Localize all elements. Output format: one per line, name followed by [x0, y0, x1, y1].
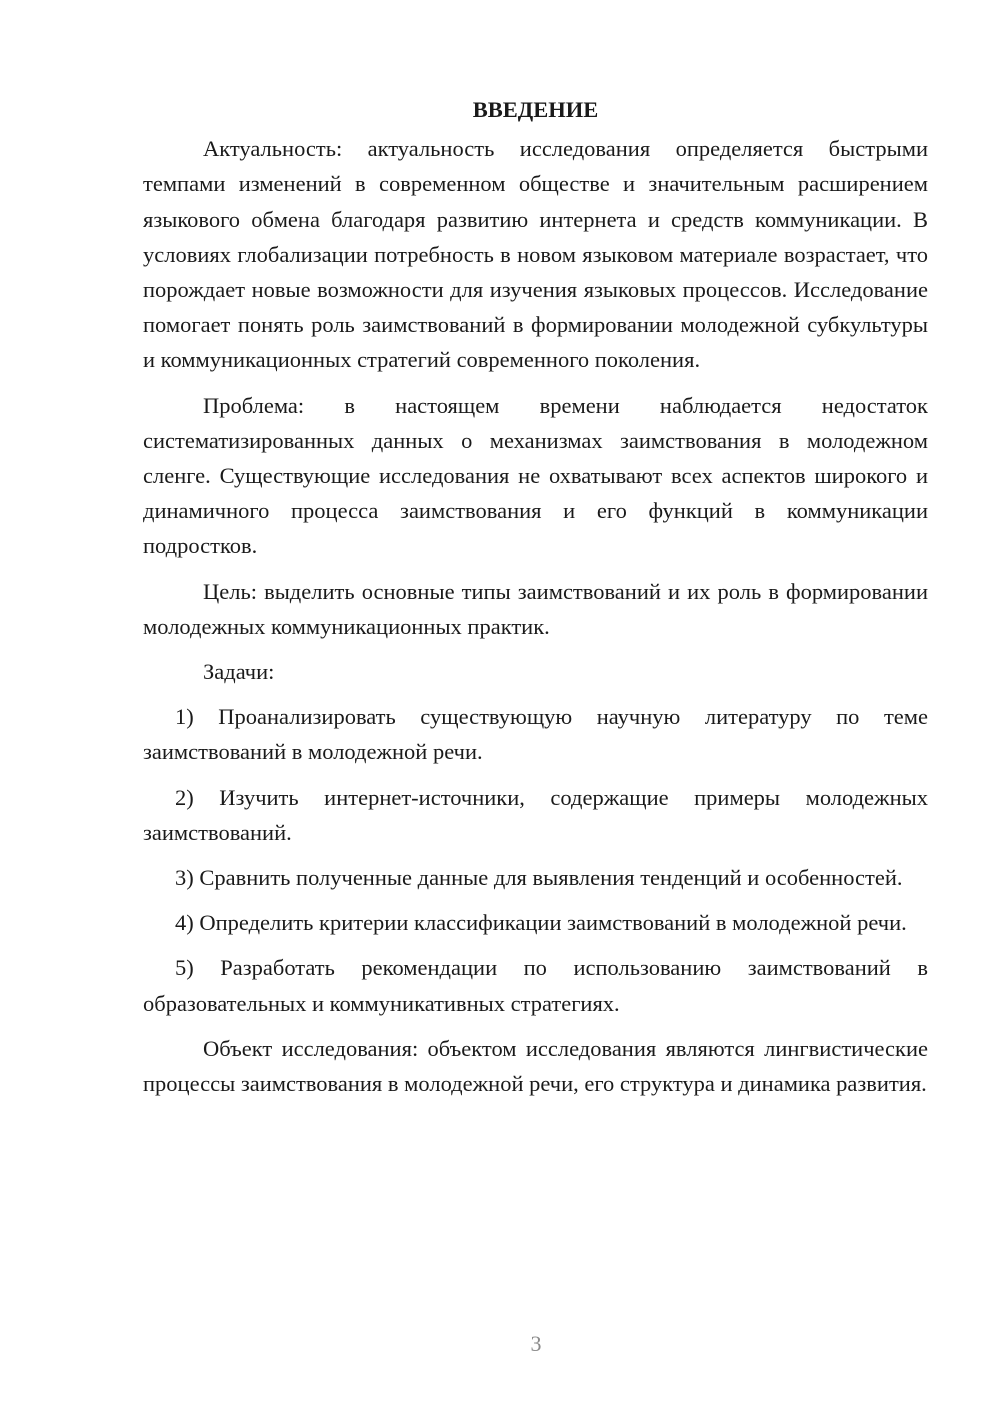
document-page — [143, 92, 928, 1111]
task-item: 2) Изучить интернет-источники, содержащие примеры молодежных заимствований. — [143, 784, 928, 845]
section-title: ВВЕДЕНИЕ — [472, 97, 599, 122]
object-paragraph: Объект исследования: объектом исследования являются лингвистические процессы заимствования в молодежной речи, его структура и динамика развития. — [143, 1035, 928, 1097]
tasks-label: Задачи: — [203, 659, 275, 685]
page-number: 3 — [530, 1331, 542, 1356]
goal-paragraph: Цель: выделить основные типы заимствований и их роль в формировании молодежных коммуникационных практик. — [143, 578, 928, 639]
relevance-paragraph: Актуальность: актуальность исследования определяется быстрыми темпами изменений в современном обществе и значительным расширением языкового обмена благодаря развитию интернета и средств коммуникации. В условиях глобализации потребность в новом языковом материале возрастает, что порождает новые возможности для изучения языковых процессов. Исследование помогает понять роль заимствований в формировании молодежной субкультуры и коммуникационных стратегий современного поколения. — [143, 136, 928, 373]
task-item: 5) Разработать рекомендации по использованию заимствований в образовательных и коммуникативных стратегиях. — [143, 955, 928, 1016]
task-item: 4) Определить критерии классификации заимствований в молодежной речи. — [175, 910, 907, 936]
task-item: 3) Сравнить полученные данные для выявления тенденций и особенностей. — [175, 865, 903, 891]
task-item: 1) Проанализировать существующую научную литературу по теме заимствований в молодежной речи. — [143, 704, 928, 765]
problem-paragraph: Проблема: в настоящем времени наблюдается недостаток систематизированных данных о механизмах заимствования в молодежном сленге. Существующие исследования не охватывают всех аспектов широкого и динамичного процесса заимствования и его функций в коммуникации подростков. — [143, 392, 928, 559]
